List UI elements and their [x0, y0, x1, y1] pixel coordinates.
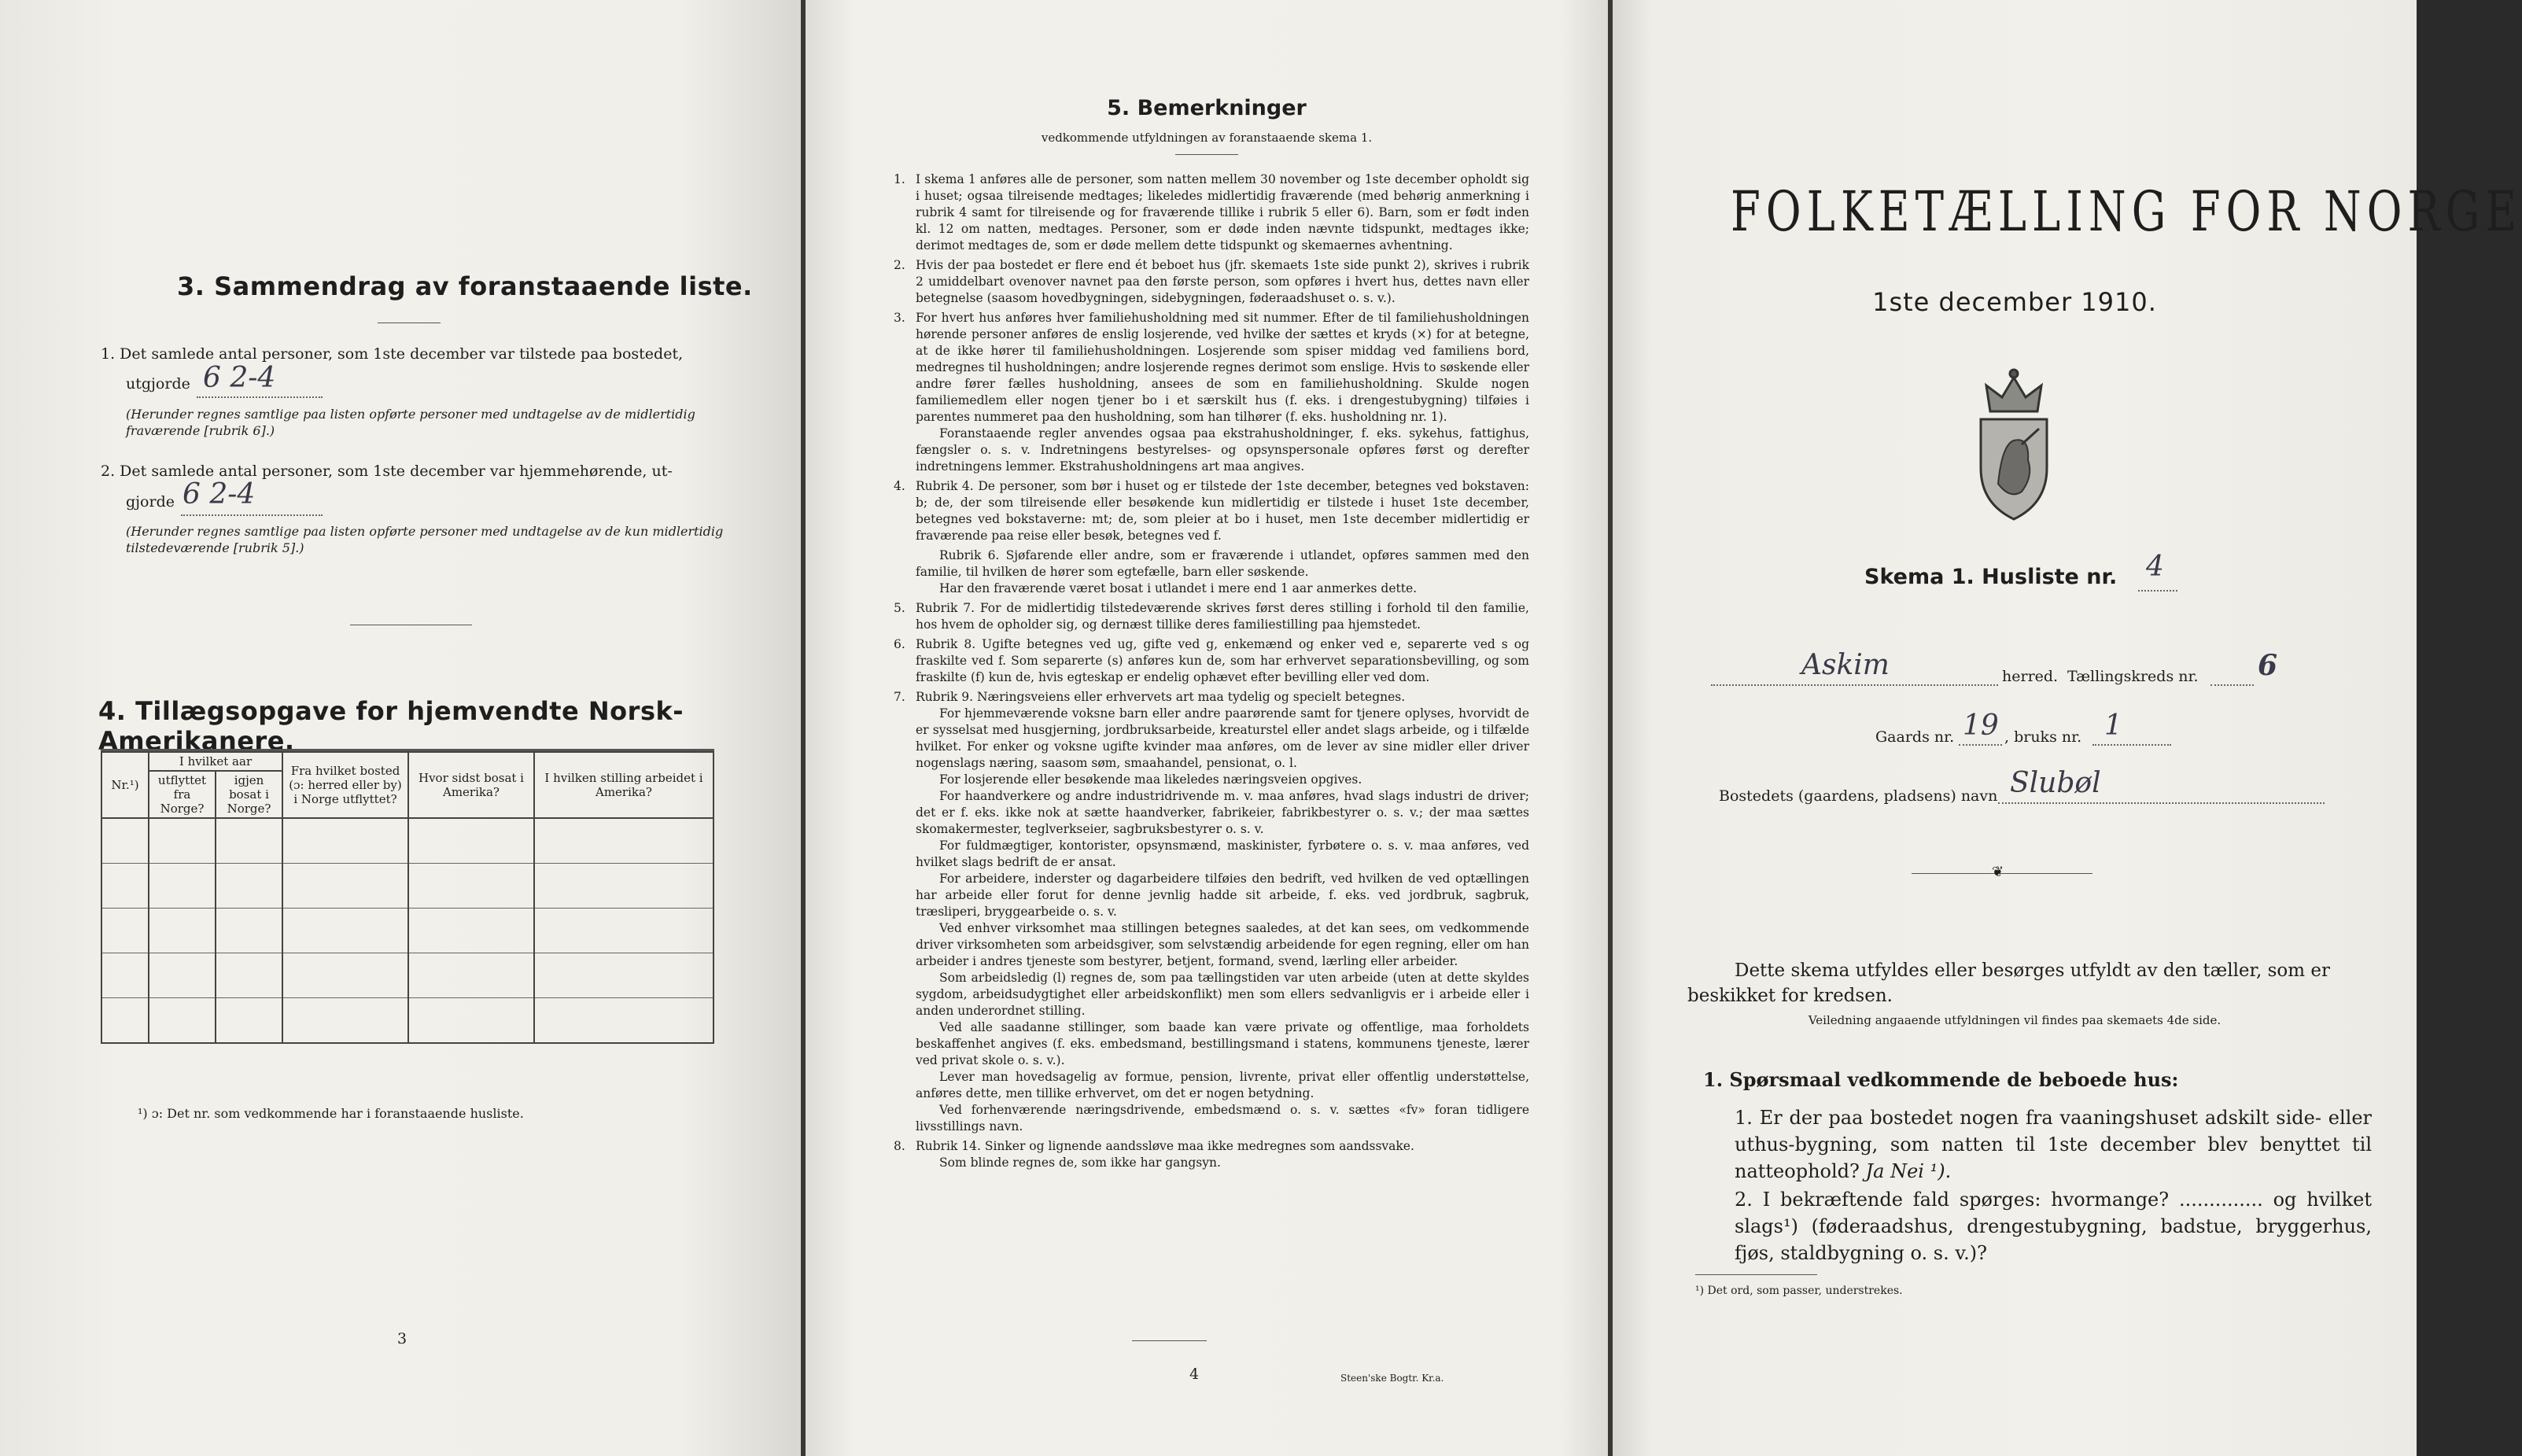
bosted-handwritten: Slubøl — [2010, 767, 2101, 799]
dotted-line — [181, 514, 323, 516]
col-stilling-header: I hvilken stilling arbeidet i Amerika? — [534, 752, 713, 818]
footnote: ¹) Det ord, som passer, understrekes. — [1695, 1285, 1903, 1297]
item-1-text: 1. Det samlede antal personer, som 1ste december var tilstede paa bostedet, — [101, 345, 684, 363]
veiledning-note: Veiledning angaaende utfyldningen vil findes paa skemaets 4de side. — [1808, 1013, 2221, 1027]
remark-item: Foranstaaende regler anvendes ogsaa paa ekstrahusholdninger, f. eks. sykehus, fattighus, fængsler o. s. v. Indretningens bestyrelses- og opsynspersonale opføres først og derefter indretningens lemmer. Ekstrahusholdningens art maa angives. — [916, 426, 1529, 474]
item-2-label: gjorde — [126, 493, 175, 511]
remark-item: For fuldmægtiger, kontorister, opsynsmænd, maskinister, fyrbøtere o. s. v. maa anføres, ved hvilket slags bedrift de er ansat. — [916, 839, 1529, 869]
census-date: 1ste december 1910. — [1872, 287, 2157, 317]
table-row — [101, 953, 713, 998]
page-number: 3 — [397, 1330, 407, 1347]
section-3-heading: 3. Sammendrag av foranstaaende liste. — [177, 271, 753, 301]
question-1-2: 2. I bekræftende fald spørges: hvormange? .............. og hvilket slags¹) (føderaadshus, drengestubygning, badstue, bryggerhus, fjøs, staldbygning o. s. v.)? — [1735, 1189, 2372, 1264]
husliste-nr-handwritten: 4 — [2146, 551, 2164, 583]
table-footnote: ¹) ɔ: Det nr. som vedkommende har i foranstaaende husliste. — [138, 1106, 524, 1121]
item-2-note: (Herunder regnes samtlige paa listen opførte personer med undtagelse av de kun midlertidig tilstedeværende [rubrik 5].) — [126, 524, 724, 555]
item-1-label: utgjorde — [126, 375, 190, 393]
remark-item: Ved enhver virksomhet maa stillingen betegnes saaledes, at det kan sees, om vedkommende driver virksomheten som arbeidsgiver, som selvstændig arbeidende for egen regning, eller om han arbeider i andres tjeneste som bestyrer, betjent, formand, svend, lærling eller arbeider. — [916, 921, 1529, 968]
remark-item: 8. Rubrik 14. Sinker og lignende aandssløve maa ikke medregnes som aandssvake. — [894, 1139, 1414, 1153]
gaards-label: Gaards nr. — [1875, 728, 1955, 746]
divider — [1132, 1340, 1207, 1341]
kreds-handwritten: 6 — [2258, 649, 2278, 682]
herred-handwritten: Askim — [1801, 649, 1890, 681]
remark-item: Som arbeidsledig (l) regnes de, som paa tællingstiden var uten arbeide (uten at dette skyldes sygdom, arbeidsudygtighet eller arbeidskonflikt) men som ellers sedvanligvis er i arbeide eller i anden underordnet stilling. — [916, 971, 1529, 1018]
bruks-handwritten: 1 — [2104, 710, 2122, 742]
col-hvor-header: Hvor sidst bosat i Amerika? — [408, 752, 534, 818]
norsk-amerikanere-table — [101, 751, 714, 1044]
remark-item: Ved alle saadanne stillinger, som baade kan være private og offentlige, maa forholdets beskaffenhet angives (f. eks. embedsmand, bestillingsmand i statens, kommunens tjeneste, lærer ved privat skole o. s. v.). — [916, 1020, 1529, 1067]
table-row — [101, 818, 713, 864]
remark-item: Som blinde regnes de, som ikke har gangsyn. — [939, 1156, 1221, 1170]
remark-item: 2. Hvis der paa bostedet er flere end ét beboet hus (jfr. skemaets 1ste side punkt 2), skrives i rubrik 2 umiddelbart ovenover navnet paa den første person, som opføres i hvert hus, dettes navn eller betegnelse (saasom hovedbygningen, sidebygningen, føderaadshuset o. s. v.). — [894, 258, 1529, 305]
col-group-header: I hvilket aar — [149, 752, 282, 771]
table-row — [101, 864, 713, 909]
dotted-line — [1998, 802, 2325, 804]
col-fra-header: Fra hvilket bosted (ɔ: herred eller by) i Norge utflyttet? — [282, 752, 408, 818]
kreds-label: Tællingskreds nr. — [2067, 668, 2199, 685]
remark-item: 1. I skema 1 anføres alle de personer, som natten mellem 30 november og 1ste december opholdt sig i huset; ogsaa tilreisende medtages; likeledes midlertidig fraværende (med behørig anmerkning i rubrik 4 samt for tilreisende og for fraværende tillike i rubrik 5 eller 6). Barn, som er født inden kl. 12 om natten, medtages. Personer, som er døde inden nævnte tidspunkt, medtages ikke; derimot medtages de, som er døde mellem dette tidspunkt og skemaernes avhentning. — [894, 172, 1529, 252]
table-row — [101, 909, 713, 953]
remark-item: For hjemmeværende voksne barn eller andre paarørende samt for tjenere oplyses, hvorvidt de er sysselsat med husgjerning, jordbruksarbeide, kreaturstel eller andet slags arbeide, og i tilfælde hvilket. For enker og voksne ugifte kvinder maa anføres, om de lever av sine midler eller driver nogenslags næring, saasom søm, smaahandel, pensionat, o. l. — [916, 706, 1529, 770]
divider — [1175, 154, 1238, 155]
remark-item: For losjerende eller besøkende maa likeledes næringsveien opgives. — [939, 772, 1362, 787]
remark-item: Rubrik 6. Sjøfarende eller andre, som er fraværende i utlandet, opføres sammen med den familie, til hvilken de hører som egtefælle, barn eller søskende. — [916, 548, 1529, 579]
dotted-line — [1711, 684, 1998, 686]
remark-item: Lever man hovedsagelig av formue, pension, livrente, privat eller offentlig understøttelse, anføres dette, men tillike erhvervet, om det er nogen betydning. — [916, 1070, 1529, 1100]
norwegian-coat-of-arms — [1967, 366, 2061, 526]
remark-item: 3. For hvert hus anføres hver familiehusholdning med sit nummer. Efter de til familiehusholdningen hørende personer anføres de enslig losjerende, ved hvilke der sættes et kryds (×) for at betegne, at de ikke hører til familiehusholdningen. Losjerende som spiser middag ved familiens bord, medregnes til husholdningen; andre losjerende regnes derimot som enslige. Hvis to søskende eller andre fører fælles husholdning, ansees de som en familiehusholdning. Skulde nogen familiemedlem eller nogen tjener bo i et særskilt hus (f. eks. i drengestubygning) tilføies i parentes nummeret paa den husholdning, som han tilhører (f. eks. husholdning nr. 1). — [894, 311, 1529, 424]
page-4 — [806, 0, 1608, 1456]
divider — [1695, 1274, 1817, 1275]
bosted-label: Bostedets (gaardens, pladsens) navn — [1719, 787, 1998, 805]
col-nr-header: Nr.¹) — [101, 752, 149, 818]
page-1-cover — [1613, 0, 2522, 1456]
bemerkninger-subheading: vedkommende utfyldningen av foranstaaende skema 1. — [1041, 131, 1373, 145]
question-1-heading: 1. Spørsmaal vedkommende de beboede hus: — [1703, 1068, 2179, 1091]
remark-item: 7. Rubrik 9. Næringsveiens eller erhvervets art maa tydelig og specielt betegnes. — [894, 690, 1406, 704]
col-igjen-header: igjen bosat i Norge? — [216, 771, 282, 818]
skema-label: Skema 1. Husliste nr. — [1864, 565, 2118, 589]
table-row — [101, 998, 713, 1044]
intro-text: Dette skema utfyldes eller besørges utfyldt av den tæller, som er beskikket for kredsen. — [1687, 960, 2331, 1006]
dotted-line — [197, 396, 323, 398]
remark-item: 5. Rubrik 7. For de midlertidig tilstedeværende skrives først deres stilling i forhold til den familie, hos hvem de opholder sig, og dernæst tillike deres familiestilling paa hjemstedet. — [894, 601, 1529, 632]
page-number: 4 — [1189, 1366, 1200, 1383]
dotted-line — [2092, 744, 2171, 746]
page-3 — [0, 0, 801, 1456]
remark-item: 6. Rubrik 8. Ugifte betegnes ved ug, gifte ved g, enkemænd og enker ved e, separerte ved s og fraskilte ved f. Som separerte (s) anføres kun de, som har erhvervet separationsbevilling, og som fraskilte (f) kun de, hvis egteskap er endelig ophævet efter bevilling eller ved dom. — [894, 637, 1529, 684]
document-title: FOLKETÆLLING FOR NORGE — [1731, 179, 2522, 244]
remark-item: Har den fraværende været bosat i utlandet i mere end 1 aar anmerkes dette. — [939, 581, 1418, 595]
printer-imprint: Steen'ske Bogtr. Kr.a. — [1340, 1373, 1444, 1384]
item-2-handwritten-value: 6 2-4 — [183, 478, 256, 511]
remark-item: For arbeidere, inderster og dagarbeidere tilføies den bedrift, ved hvilken de ved optællingen har arbeide eller forut for denne jevnlig hadde sit arbeide, f. eks. ved jordbruk, sagbruk, træsliperi, bryggearbeide o. s. v. — [916, 872, 1529, 919]
question-1-1: 1. Er der paa bostedet nogen fra vaaningshuset adskilt side- eller uthus-bygning, som natten til 1ste december blev benyttet til natteophold? Ja Nei ¹). — [1735, 1107, 2372, 1182]
bruks-label: , bruks nr. — [2004, 728, 2082, 746]
dotted-line — [1959, 744, 2002, 746]
dotted-line — [2210, 684, 2254, 686]
ornament-icon: ❦ — [1992, 864, 2004, 880]
remark-item: For haandverkere og andre industridrivende m. v. maa anføres, hvad slags industri de driver; det er f. eks. ikke nok at sætte haandverker, fabrikeier, fabrikbestyrer o. s. v.; der maa sættes skomakermester, teglverkseier, sagbruksbestyrer o. s. v. — [916, 789, 1529, 836]
item-1-handwritten-value: 6 2-4 — [203, 362, 276, 394]
bemerkninger-heading: 5. Bemerkninger — [1107, 96, 1307, 120]
col-utflyttet-header: utflyttet fra Norge? — [149, 771, 216, 818]
item-2-text: 2. Det samlede antal personer, som 1ste december var hjemmehørende, ut- — [101, 463, 673, 480]
remarks-list — [894, 171, 1529, 1171]
herred-label: herred. — [2002, 668, 2059, 685]
gaards-handwritten: 19 — [1963, 710, 1999, 742]
remark-item: 4. Rubrik 4. De personer, som bør i huset og er tilstede der 1ste december, betegnes ved bokstaven: b; de, der som tilreisende eller besøkende kun midlertidig er tilstede i huset 1ste december, betegnes ved bokstaverne: mt; de, som pleier at bo i huset, men 1ste december midlertidig er fraværende paa reise eller besøk, betegnes ved f. — [894, 479, 1529, 543]
remark-item: Ved forhenværende næringsdrivende, embedsmænd o. s. v. sættes «fv» foran tidligere livsstillings navn. — [916, 1103, 1529, 1133]
section-4-heading: 4. Tillægsopgave for hjemvendte Norsk-Amerikanere. — [98, 696, 684, 756]
dotted-line — [2138, 590, 2177, 592]
item-1-note: (Herunder regnes samtlige paa listen opførte personer med undtagelse av de midlertidig fraværende [rubrik 6].) — [126, 407, 695, 438]
